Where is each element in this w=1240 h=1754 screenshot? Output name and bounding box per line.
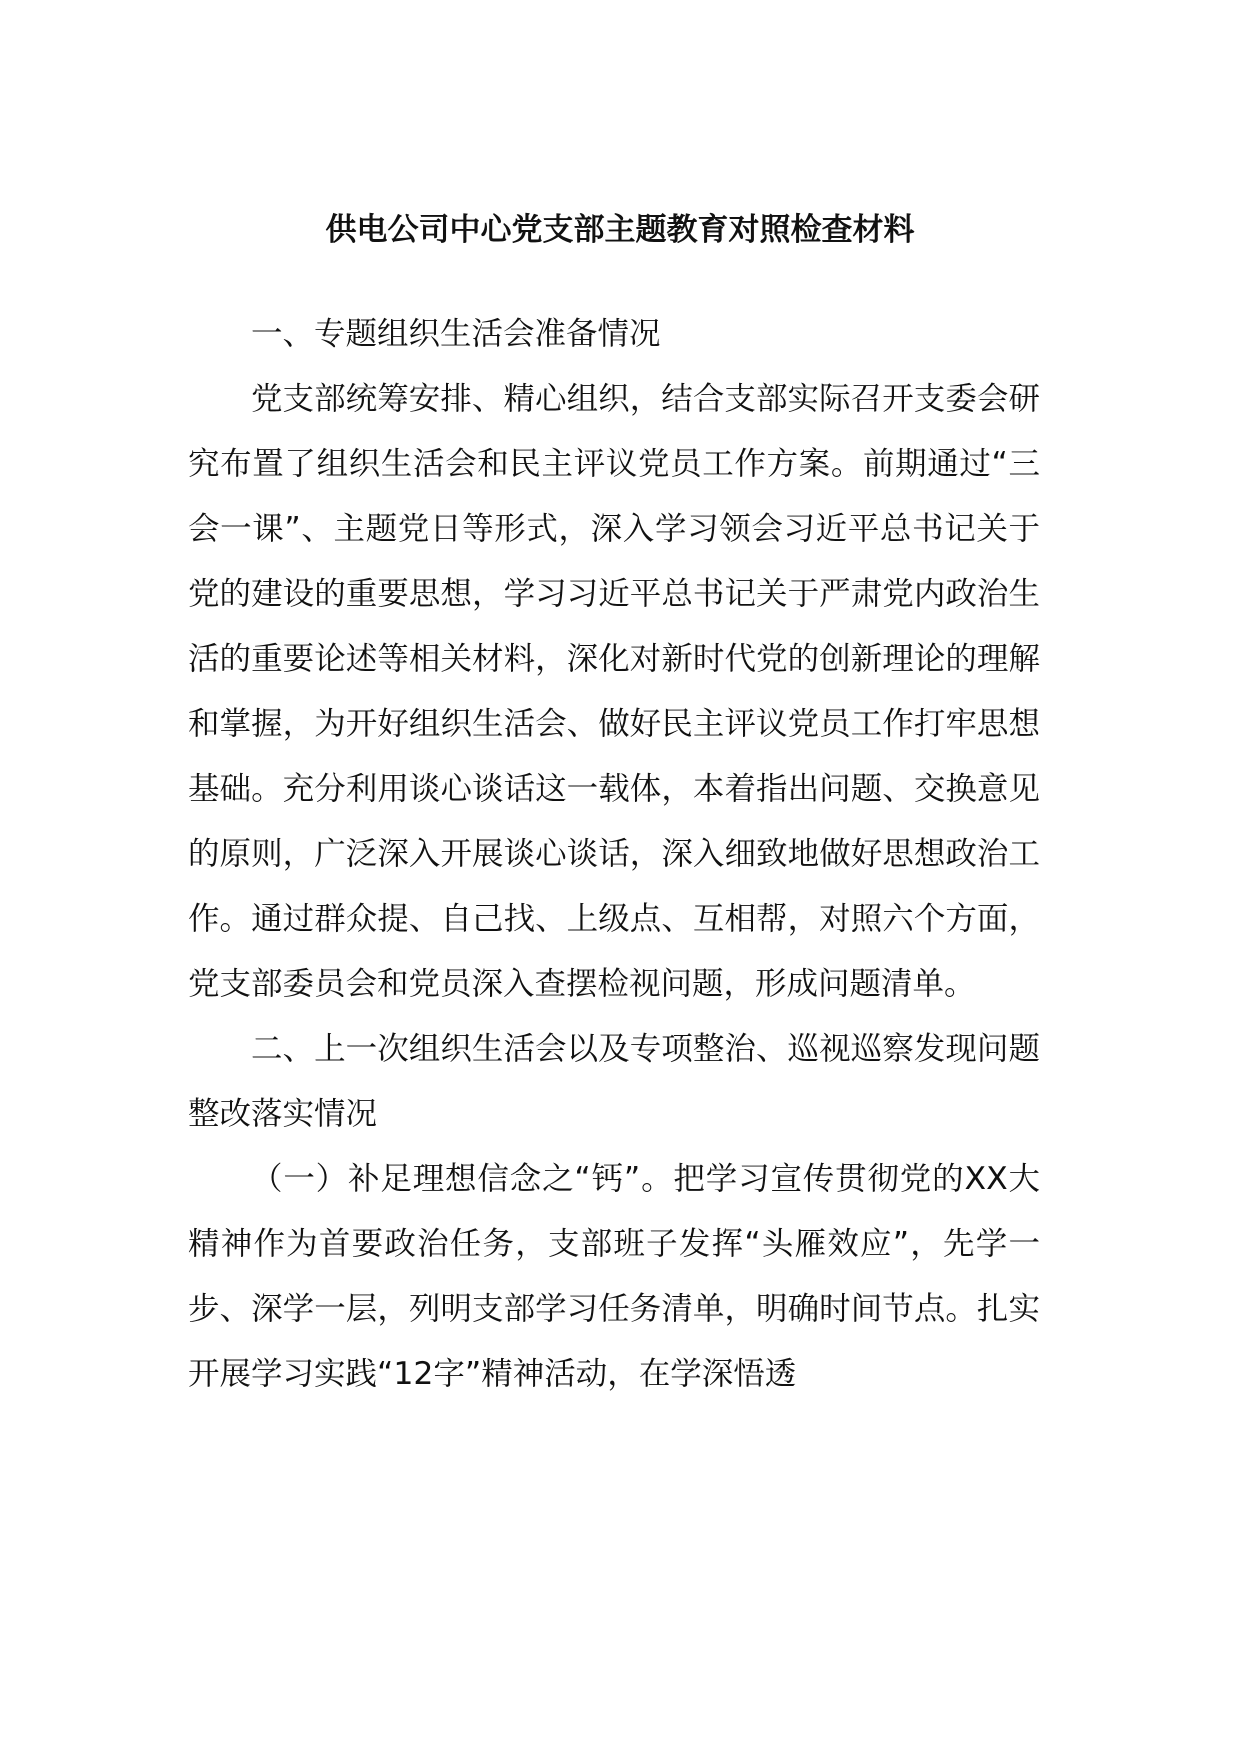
section-heading-1: 一、专题组织生活会准备情况 [251, 316, 661, 352]
document-body [188, 302, 1040, 1407]
section-heading-2: 二、上一次组织生活会以及专项整治、巡视巡察发现问题整改落实情况 [188, 1031, 1040, 1132]
paragraph-preparation: 党支部统筹安排、精心组织，结合支部实际召开支委会研究布置了组织生活会和民主评议党员工作方案。前期通过“三会一课”、主题党日等形式，深入学习领会习近平总书记关于党的建设的重要思想，学习习近平总书记关于严肃党内政治生活的重要论述等相关材料，深化对新时代党的创新理论的理解和掌握，为开好组织生活会、做好民主评议党员工作打牢思想基础。充分利用谈心谈话这一载体，本着指出问题、交换意见的原则，广泛深入开展谈心谈话，深入细致地做好思想政治工作。通过群众提、自己找、上级点、互相帮，对照六个方面，党支部委员会和党员深入查摆检视问题，形成问题清单。 [188, 381, 1040, 1002]
document-title: 供电公司中心党支部主题教育对照检查材料 [325, 212, 915, 248]
paragraph-rectification: （一）补足理想信念之“钙”。把学习宣传贯彻党的XX大精神作为首要政治任务，支部班子发挥“头雁效应”，先学一步、深学一层，列明支部学习任务清单，明确时间节点。扎实开展学习实践“12字”精神活动，在学深悟透 [188, 1161, 1040, 1392]
